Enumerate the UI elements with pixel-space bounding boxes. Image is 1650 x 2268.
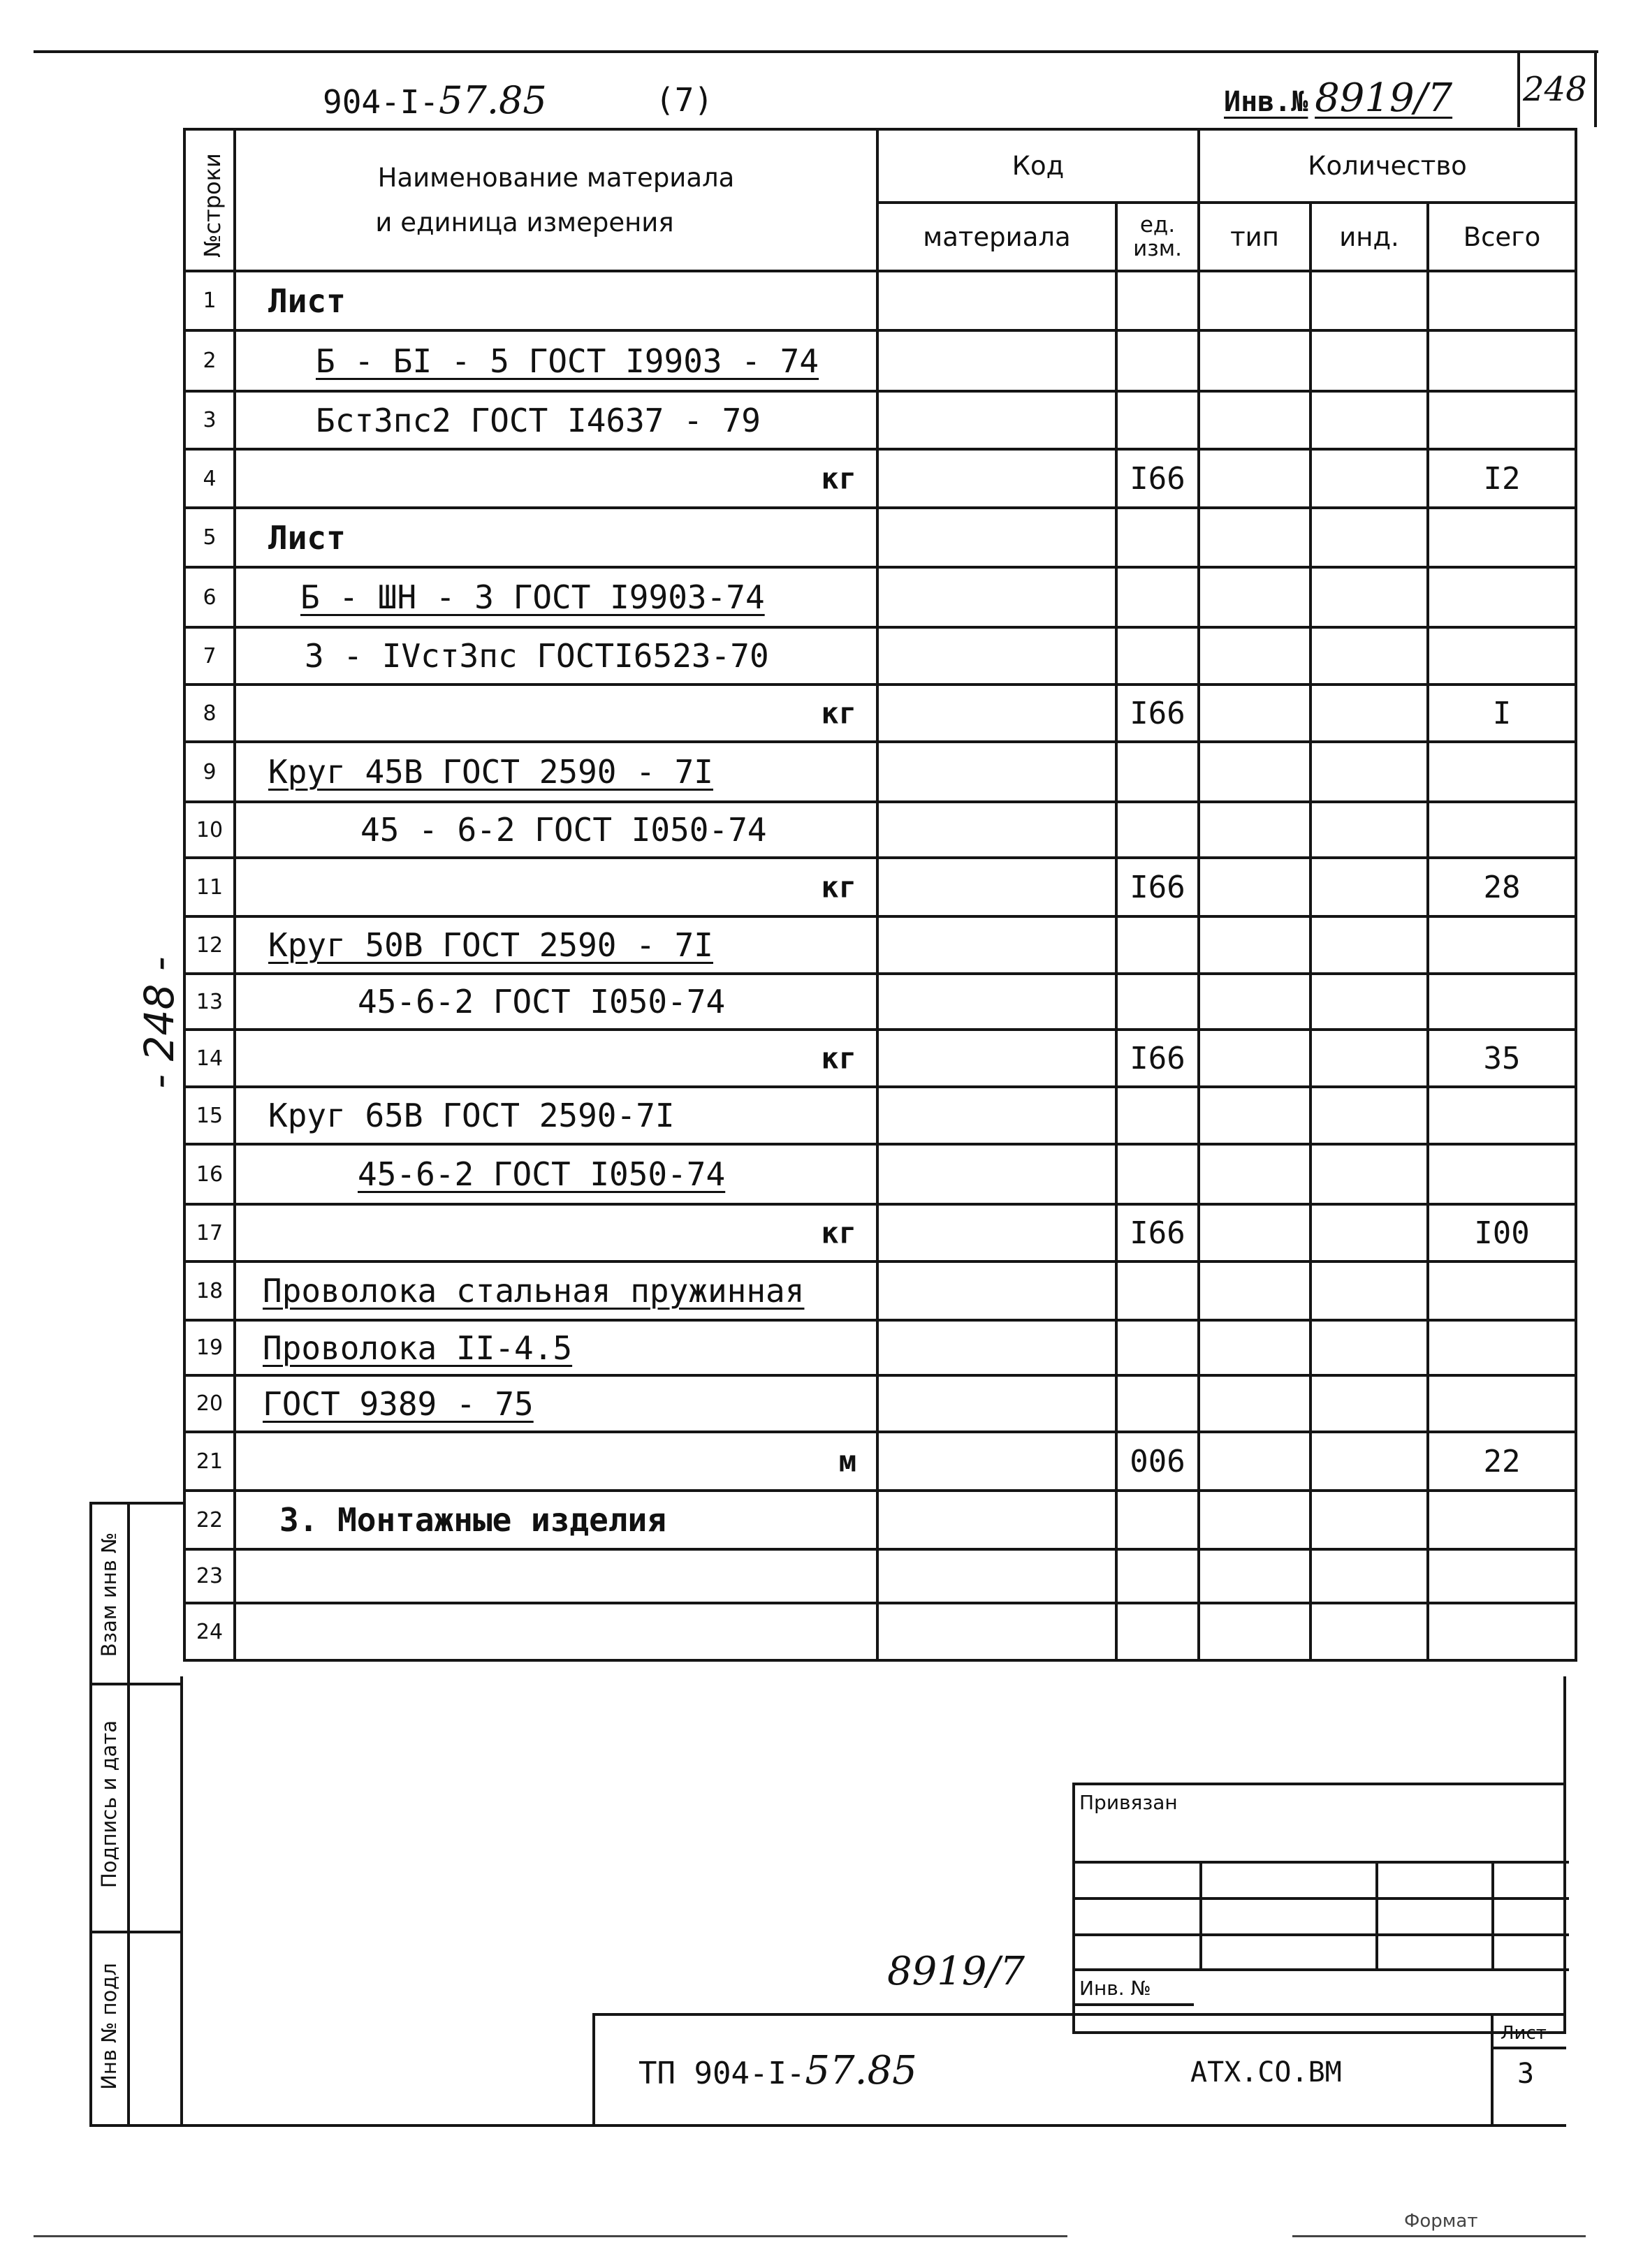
- material-code-cell: [877, 330, 1116, 391]
- qty-type-cell: [1199, 271, 1310, 330]
- material-name-cell: [235, 449, 877, 508]
- code-unit-header-text: ед. изм.: [1133, 212, 1182, 261]
- table-row: [184, 916, 1576, 974]
- qty-type-cell: [1199, 1432, 1310, 1491]
- qty-ind-cell: [1310, 330, 1428, 391]
- side-stamp-divider-2: [92, 1931, 183, 1933]
- qty-total-cell: 35: [1428, 1030, 1576, 1087]
- sheet-cell-divider: [1491, 2047, 1566, 2049]
- qty-type-cell: [1199, 330, 1310, 391]
- unit-code-cell: [1116, 1144, 1199, 1204]
- material-name-cell: [235, 742, 877, 802]
- table-row: [184, 858, 1576, 916]
- qty-ind-cell: [1310, 802, 1428, 858]
- inventory-label: Инв.№: [1224, 86, 1308, 118]
- unit-code-cell: [1116, 567, 1199, 627]
- material-code-cell: [877, 1491, 1116, 1549]
- material-code-cell: [877, 1432, 1116, 1491]
- material-name-text: Круг 45В ГОСТ 2590 - 7I: [268, 753, 713, 791]
- inventory-header: [1224, 75, 1452, 121]
- qty-type-cell: [1199, 858, 1310, 916]
- unit-code-cell: I66: [1116, 1204, 1199, 1261]
- binding-row-line-2: [1075, 1897, 1569, 1900]
- material-code-cell: [877, 1030, 1116, 1087]
- material-name-text: ГОСТ 9389 - 75: [263, 1384, 534, 1423]
- qty-total-cell: [1428, 1549, 1576, 1603]
- qty-type-cell: [1199, 685, 1310, 742]
- row-number-cell: 22: [184, 1491, 235, 1549]
- table-row: [184, 1491, 1576, 1549]
- qty-ind-cell: [1310, 685, 1428, 742]
- table-row: [184, 1432, 1576, 1491]
- table-row: [184, 1144, 1576, 1204]
- binding-row-line-1: [1075, 1861, 1569, 1864]
- qty-type-cell: [1199, 1087, 1310, 1144]
- material-code-cell: [877, 391, 1116, 449]
- qty-type-cell: [1199, 1320, 1310, 1375]
- material-name-text: 45 - 6-2 ГОСТ I050-74: [360, 811, 767, 849]
- row-number-cell: 7: [184, 627, 235, 685]
- unit-code-cell: [1116, 1375, 1199, 1432]
- qty-type-cell: [1199, 567, 1310, 627]
- qty-ind-cell: [1310, 1204, 1428, 1261]
- doc-number-header: [323, 78, 547, 122]
- qty-ind-cell: [1310, 1603, 1428, 1660]
- title-handwritten-inv: 8919/7: [887, 1949, 1025, 1994]
- unit-code-cell: [1116, 802, 1199, 858]
- material-name-text: 45-6-2 ГОСТ I050-74: [358, 983, 726, 1020]
- qty-ind-cell: [1310, 974, 1428, 1030]
- qty-type-cell: [1199, 1144, 1310, 1204]
- material-name-cell: [235, 858, 877, 916]
- sheet-stamp-number: 248: [1523, 70, 1587, 109]
- qty-type-cell: [1199, 627, 1310, 685]
- qty-ind-cell: [1310, 508, 1428, 567]
- material-name-cell: [235, 1144, 877, 1204]
- qty-ind-cell: [1310, 916, 1428, 974]
- qty-ind-cell: [1310, 742, 1428, 802]
- row-number-cell: 21: [184, 1432, 235, 1491]
- row-number-cell: 20: [184, 1375, 235, 1432]
- table-row: [184, 449, 1576, 508]
- qty-ind-cell: [1310, 391, 1428, 449]
- material-name-cell: [235, 1603, 877, 1660]
- qty-ind-cell: [1310, 1087, 1428, 1144]
- material-name-text: 45-6-2 ГОСТ I050-74: [358, 1155, 726, 1193]
- name-header-line1: Наименование материала: [377, 162, 735, 193]
- qty-type-cell: [1199, 1603, 1310, 1660]
- table-row: [184, 742, 1576, 802]
- row-number-cell: 14: [184, 1030, 235, 1087]
- row-number-cell: 5: [184, 508, 235, 567]
- material-code-cell: [877, 508, 1116, 567]
- qty-type-cell: [1199, 1204, 1310, 1261]
- row-number-cell: 1: [184, 271, 235, 330]
- unit-of-measure-text: кг: [821, 1041, 856, 1076]
- code-material-header: материала: [877, 203, 1116, 271]
- qty-ind-cell: [1310, 1432, 1428, 1491]
- name-header-line2: и единица измерения: [375, 207, 674, 237]
- qty-type-header: тип: [1199, 203, 1310, 271]
- qty-type-cell: [1199, 508, 1310, 567]
- table-row: [184, 567, 1576, 627]
- material-name-cell: [235, 802, 877, 858]
- material-code-cell: [877, 567, 1116, 627]
- qty-type-cell: [1199, 1375, 1310, 1432]
- page-in-set: (7): [655, 81, 714, 119]
- unit-code-cell: I66: [1116, 1030, 1199, 1087]
- material-code-cell: [877, 1144, 1116, 1204]
- binding-col-line-1: [1199, 1861, 1202, 1968]
- lower-frame-left: [180, 1676, 183, 2127]
- unit-code-cell: [1116, 271, 1199, 330]
- material-name-cell: [235, 391, 877, 449]
- qty-ind-cell: [1310, 1030, 1428, 1087]
- qty-total-cell: [1428, 974, 1576, 1030]
- materials-table: [183, 128, 1577, 1662]
- qty-ind-cell: [1310, 271, 1428, 330]
- qty-total-cell: I2: [1428, 449, 1576, 508]
- qty-total-cell: [1428, 742, 1576, 802]
- qty-total-cell: [1428, 508, 1576, 567]
- sheet-box-left: [1517, 50, 1520, 127]
- qty-ind-cell: [1310, 1549, 1428, 1603]
- format-label: Формат: [1404, 2211, 1478, 2232]
- qty-ind-header: инд.: [1310, 203, 1428, 271]
- material-name-cell: [235, 1030, 877, 1087]
- materials-rows: [184, 271, 1576, 1660]
- material-name-text: Проволока II-4.5: [263, 1329, 573, 1367]
- qty-type-cell: [1199, 1261, 1310, 1320]
- material-code-cell: [877, 1375, 1116, 1432]
- doc-number-handwritten: 57.85: [439, 78, 547, 122]
- unit-of-measure-text: кг: [821, 870, 856, 905]
- material-name-text: Б - БI - 5 ГОСТ I9903 - 74: [316, 342, 819, 380]
- row-number-header: [184, 129, 235, 271]
- table-row: [184, 1549, 1576, 1603]
- unit-code-cell: I66: [1116, 858, 1199, 916]
- material-name-cell: [235, 1432, 877, 1491]
- unit-code-cell: I66: [1116, 685, 1199, 742]
- material-name-text: Круг 65В ГОСТ 2590-7I: [268, 1097, 675, 1134]
- unit-of-measure-text: кг: [821, 1215, 856, 1250]
- table-row: [184, 1320, 1576, 1375]
- qty-type-cell: [1199, 1549, 1310, 1603]
- binding-label: Привязан: [1079, 1791, 1178, 1814]
- qty-type-cell: [1199, 974, 1310, 1030]
- qty-total-cell: 22: [1428, 1432, 1576, 1491]
- qty-ind-cell: [1310, 1320, 1428, 1375]
- table-row: [184, 1030, 1576, 1087]
- side-stamp-signature-date: Подпись и дата: [97, 1720, 121, 1889]
- material-name-text: Круг 50В ГОСТ 2590 - 7I: [268, 926, 713, 964]
- row-number-cell: 9: [184, 742, 235, 802]
- table-row: [184, 974, 1576, 1030]
- qty-total-header: Всего: [1428, 203, 1576, 271]
- row-number-cell: 15: [184, 1087, 235, 1144]
- binding-inv-label: Инв. №: [1079, 1977, 1151, 2000]
- row-number-cell: 16: [184, 1144, 235, 1204]
- qty-total-cell: [1428, 802, 1576, 858]
- material-name-text: 3 - IVстЗпс ГОСТI6523-70: [305, 637, 769, 675]
- unit-code-cell: [1116, 1261, 1199, 1320]
- row-number-cell: 11: [184, 858, 235, 916]
- qty-type-cell: [1199, 742, 1310, 802]
- unit-code-cell: [1116, 916, 1199, 974]
- material-code-cell: [877, 742, 1116, 802]
- qty-total-cell: [1428, 1087, 1576, 1144]
- material-code-cell: [877, 1204, 1116, 1261]
- material-name-cell: [235, 567, 877, 627]
- qty-ind-cell: [1310, 1375, 1428, 1432]
- row-number-cell: 3: [184, 391, 235, 449]
- row-number-cell: 10: [184, 802, 235, 858]
- material-name-text: БстЗпс2 ГОСТ I4637 - 79: [316, 401, 761, 439]
- qty-total-cell: [1428, 1320, 1576, 1375]
- binding-row-line-4: [1075, 1968, 1569, 1971]
- unit-code-cell: [1116, 742, 1199, 802]
- table-row: [184, 685, 1576, 742]
- qty-total-cell: [1428, 391, 1576, 449]
- qty-total-cell: [1428, 567, 1576, 627]
- code-group-header: Код: [877, 129, 1199, 203]
- material-name-cell: [235, 508, 877, 567]
- title-doc-designation: [638, 2048, 917, 2093]
- title-doc-code: АТХ.СО.ВМ: [1190, 2056, 1342, 2088]
- material-name-text: Лист: [268, 518, 346, 557]
- row-number-cell: 13: [184, 974, 235, 1030]
- row-number-cell: 6: [184, 567, 235, 627]
- unit-code-cell: [1116, 1603, 1199, 1660]
- doc-number-prefix: 904-I-: [323, 83, 439, 121]
- qty-ind-cell: [1310, 449, 1428, 508]
- material-code-cell: [877, 271, 1116, 330]
- material-name-cell: [235, 1375, 877, 1432]
- binding-block: [1072, 1783, 1566, 2034]
- row-number-cell: 2: [184, 330, 235, 391]
- row-number-cell: 23: [184, 1549, 235, 1603]
- unit-code-cell: [1116, 1320, 1199, 1375]
- material-code-cell: [877, 916, 1116, 974]
- row-number-cell: 17: [184, 1204, 235, 1261]
- material-name-cell: [235, 1204, 877, 1261]
- qty-total-cell: [1428, 1375, 1576, 1432]
- row-number-cell: 18: [184, 1261, 235, 1320]
- material-name-text: 3. Монтажные изделия: [279, 1501, 666, 1539]
- sheet-label: Лист: [1501, 2023, 1547, 2044]
- name-header: [235, 129, 877, 271]
- material-code-cell: [877, 1261, 1116, 1320]
- table-row: [184, 391, 1576, 449]
- material-name-cell: [235, 1087, 877, 1144]
- table-row: [184, 1204, 1576, 1261]
- side-stamp-replace-inv: Взам инв №: [97, 1532, 121, 1658]
- row-number-cell: 4: [184, 449, 235, 508]
- qty-ind-cell: [1310, 858, 1428, 916]
- qty-type-cell: [1199, 1030, 1310, 1087]
- qty-total-cell: [1428, 627, 1576, 685]
- material-code-cell: [877, 1320, 1116, 1375]
- material-name-cell: [235, 1549, 877, 1603]
- qty-ind-cell: [1310, 567, 1428, 627]
- table-row: [184, 1603, 1576, 1660]
- qty-ind-cell: [1310, 627, 1428, 685]
- unit-code-cell: [1116, 974, 1199, 1030]
- sheet-box-right: [1594, 50, 1597, 127]
- qty-total-cell: I: [1428, 685, 1576, 742]
- binding-col-line-3: [1491, 1861, 1494, 1968]
- row-number-cell: 8: [184, 685, 235, 742]
- qty-ind-cell: [1310, 1144, 1428, 1204]
- material-code-cell: [877, 1603, 1116, 1660]
- qty-total-cell: [1428, 1144, 1576, 1204]
- qty-ind-cell: [1310, 1491, 1428, 1549]
- qty-type-cell: [1199, 1491, 1310, 1549]
- table-row: [184, 1375, 1576, 1432]
- unit-of-measure-text: кг: [821, 696, 856, 731]
- title-doc-prefix: ТП 904-I-: [638, 2056, 805, 2091]
- material-name-cell: [235, 627, 877, 685]
- qty-total-cell: [1428, 1603, 1576, 1660]
- binding-row-line-3: [1075, 1933, 1569, 1936]
- qty-type-cell: [1199, 449, 1310, 508]
- material-name-cell: [235, 271, 877, 330]
- row-number-cell: 19: [184, 1320, 235, 1375]
- table-row: [184, 271, 1576, 330]
- row-number-header-label: №строки: [199, 153, 226, 258]
- qty-total-cell: [1428, 916, 1576, 974]
- material-name-cell: [235, 1261, 877, 1320]
- bottom-cut-line: [34, 2235, 1067, 2237]
- table-row: [184, 508, 1576, 567]
- qty-total-cell: [1428, 1491, 1576, 1549]
- qty-total-cell: [1428, 271, 1576, 330]
- qty-ind-cell: [1310, 1261, 1428, 1320]
- material-name-cell: [235, 916, 877, 974]
- table-row: [184, 330, 1576, 391]
- material-code-cell: [877, 1549, 1116, 1603]
- material-name-cell: [235, 1320, 877, 1375]
- material-code-cell: [877, 974, 1116, 1030]
- quantity-group-header: Количество: [1199, 129, 1576, 203]
- unit-code-cell: 006: [1116, 1432, 1199, 1491]
- table-row: [184, 802, 1576, 858]
- side-stamp-inner-line: [127, 1505, 130, 2127]
- unit-code-cell: I66: [1116, 449, 1199, 508]
- qty-type-cell: [1199, 802, 1310, 858]
- material-code-cell: [877, 449, 1116, 508]
- inventory-handwritten: 8919/7: [1315, 75, 1453, 121]
- material-code-cell: [877, 858, 1116, 916]
- material-name-text: Проволока стальная пружинная: [263, 1272, 805, 1310]
- material-name-cell: [235, 685, 877, 742]
- unit-code-cell: [1116, 1491, 1199, 1549]
- unit-code-cell: [1116, 627, 1199, 685]
- unit-code-cell: [1116, 1549, 1199, 1603]
- material-name-cell: [235, 974, 877, 1030]
- title-stamp: [592, 2013, 1563, 2127]
- binding-col-line-2: [1375, 1861, 1378, 1968]
- material-code-cell: [877, 627, 1116, 685]
- margin-sheet-number: - 248 -: [136, 956, 183, 1089]
- qty-total-cell: 28: [1428, 858, 1576, 916]
- row-number-cell: 24: [184, 1603, 235, 1660]
- material-code-cell: [877, 685, 1116, 742]
- sheet-number: 3: [1517, 2058, 1535, 2090]
- title-doc-handwritten: 57.85: [805, 2048, 917, 2093]
- table-row: [184, 627, 1576, 685]
- material-code-cell: [877, 1087, 1116, 1144]
- table-row: [184, 1261, 1576, 1320]
- unit-code-cell: [1116, 1087, 1199, 1144]
- unit-code-cell: [1116, 330, 1199, 391]
- side-stamp-original-inv: Инв № подл: [97, 1963, 121, 2090]
- unit-of-measure-text: м: [838, 1444, 856, 1479]
- unit-code-cell: [1116, 508, 1199, 567]
- material-name-cell: [235, 1491, 877, 1549]
- top-frame-line: [34, 50, 1598, 53]
- qty-total-cell: [1428, 1261, 1576, 1320]
- qty-type-cell: [1199, 916, 1310, 974]
- side-stamp-divider-1: [92, 1683, 183, 1685]
- qty-type-cell: [1199, 391, 1310, 449]
- unit-code-cell: [1116, 391, 1199, 449]
- unit-of-measure-text: кг: [821, 461, 856, 496]
- material-name-text: Б - ШН - 3 ГОСТ I9903-74: [300, 578, 765, 616]
- material-name-cell: [235, 330, 877, 391]
- sheet-cell-left: [1491, 2016, 1494, 2127]
- code-unit-header: [1116, 203, 1199, 271]
- bottom-cut-line-right: [1292, 2235, 1586, 2237]
- row-number-cell: 12: [184, 916, 235, 974]
- qty-total-cell: [1428, 330, 1576, 391]
- binding-inv-line: [1075, 2003, 1194, 2006]
- qty-total-cell: I00: [1428, 1204, 1576, 1261]
- side-stamp: [89, 1502, 183, 2127]
- material-name-text: Лист: [268, 281, 346, 320]
- material-code-cell: [877, 802, 1116, 858]
- table-row: [184, 1087, 1576, 1144]
